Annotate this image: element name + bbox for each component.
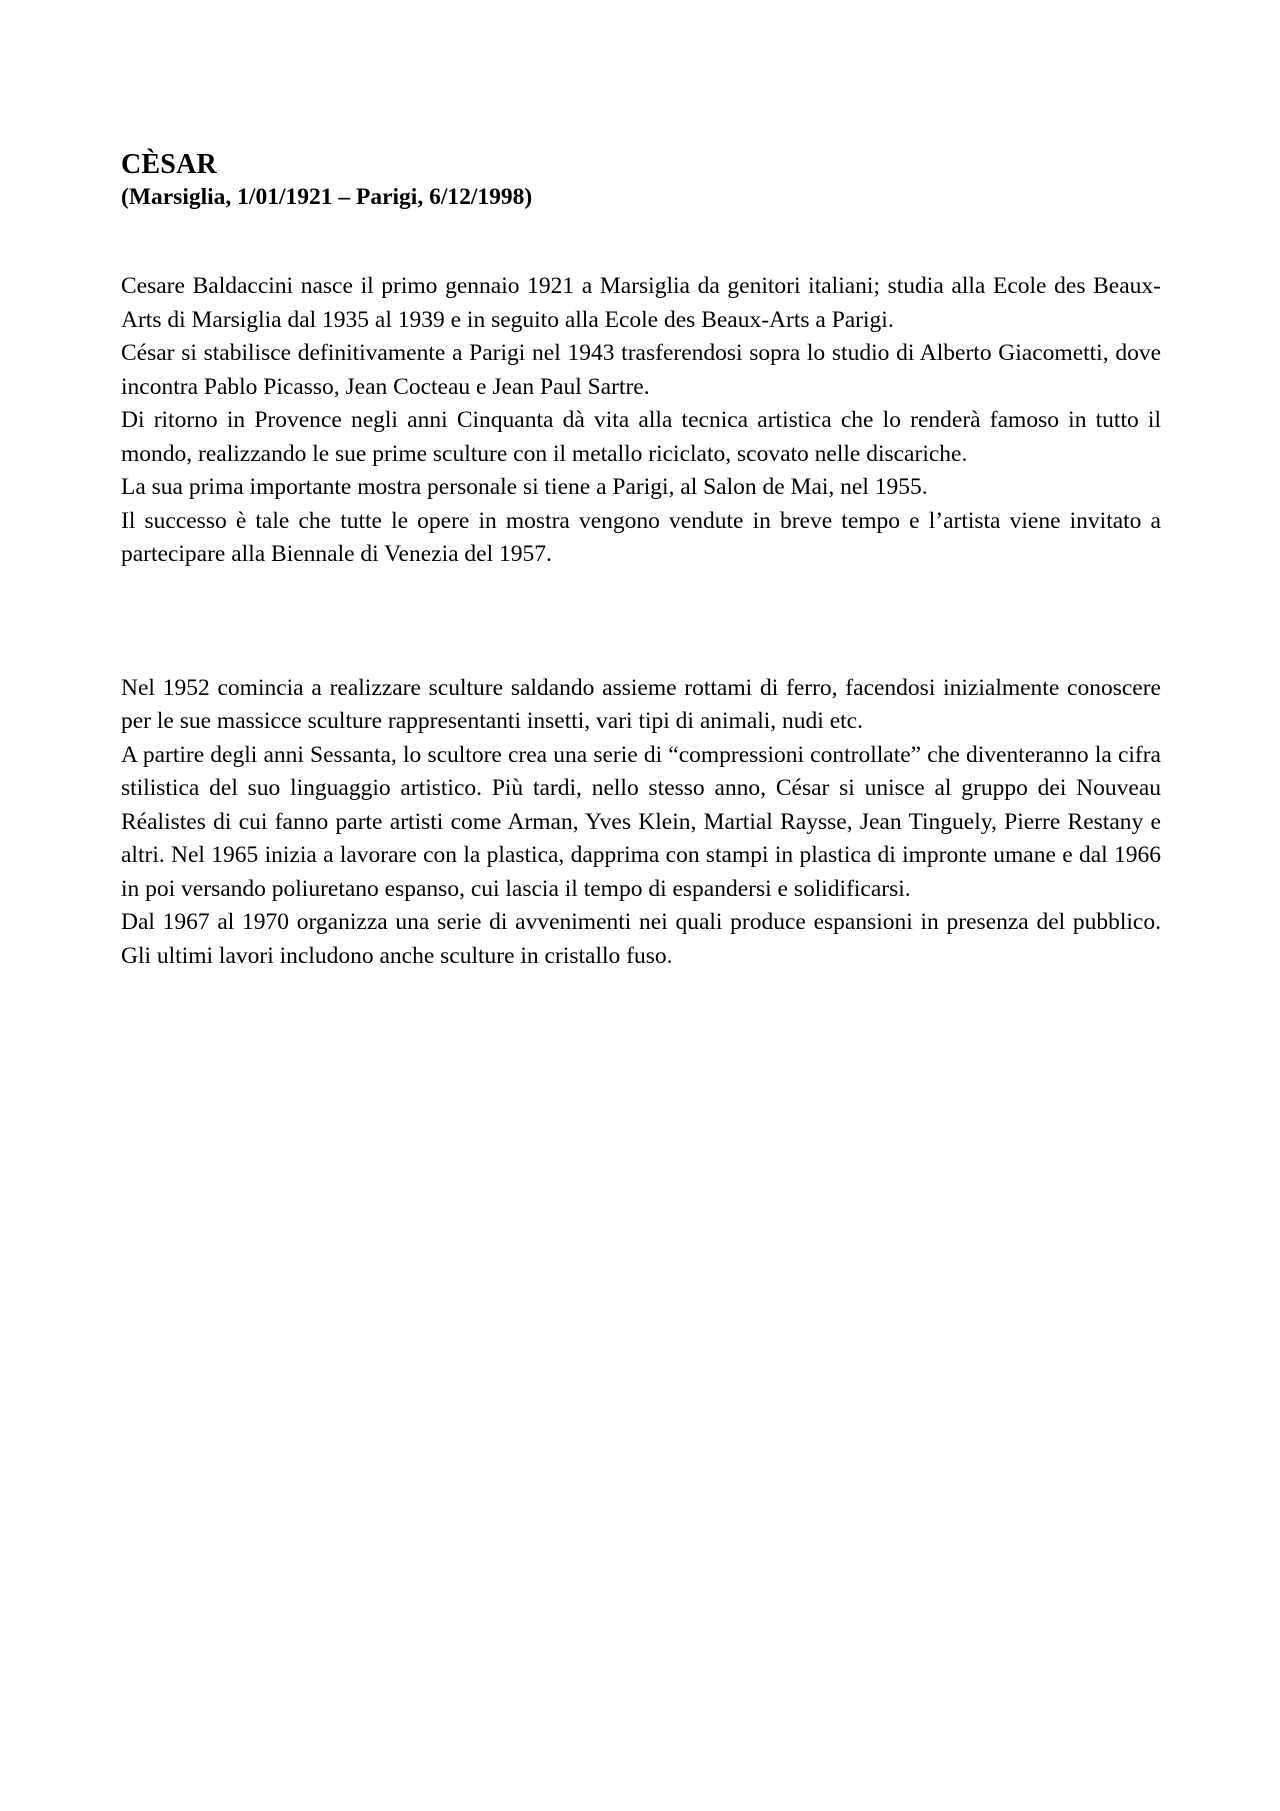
paragraph: Di ritorno in Provence negli anni Cinquanta dà vita alla tecnica artistica che lo renderà famoso in tutto il mondo, realizzando le sue prime sculture con il metallo riciclato, scovato nelle discariche. (121, 407, 1161, 467)
biography-section-1 (121, 270, 1161, 572)
paragraph: Il successo è tale che tutte le opere in mostra vengono vendute in breve tempo e l’artista viene invitato a partecipare alla Biennale di Venezia del 1957. (121, 507, 1161, 567)
paragraph: Dal 1967 al 1970 organizza una serie di avvenimenti nei quali produce espansioni in presenza del pubblico. Gli ultimi lavori includono anche sculture in cristallo fuso. (121, 909, 1161, 969)
page-title: CÈSAR (121, 149, 217, 180)
paragraph: A partire degli anni Sessanta, lo scultore crea una serie di “compressioni controllate” che diventeranno la cifra stilistica del suo linguaggio artistico. Più tardi, nello stesso anno, César si unisce al gruppo dei Nouveau Réalistes di cui fanno parte artisti come Arman, Yves Klein, Martial Raysse, Jean Tinguely, Pierre Restany e altri. Nel 1965 inizia a lavorare con la plastica, dapprima con stampi in plastica di impronte umane e dal 1966 in poi versando poliuretano espanso, cui lascia il tempo di espandersi e solidificarsi. (121, 741, 1161, 902)
document-body (121, 148, 1161, 973)
paragraph: Cesare Baldaccini nasce il primo gennaio 1921 a Marsiglia da genitori italiani; studia alla Ecole des Beaux-Arts di Marsiglia dal 1935 al 1939 e in seguito alla Ecole des Beaux-Arts a Parigi. (121, 273, 1161, 333)
page-subtitle: (Marsiglia, 1/01/1921 – Parigi, 6/12/1998) (121, 184, 533, 210)
paragraph: La sua prima importante mostra personale si tiene a Parigi, al Salon de Mai, nel 1955. (121, 474, 928, 500)
biography-section-2 (121, 672, 1161, 974)
paragraph: Nel 1952 comincia a realizzare sculture saldando assieme rottami di ferro, facendosi inizialmente conoscere per le sue massicce sculture rappresentanti insetti, vari tipi di animali, nudi etc. (121, 674, 1161, 734)
paragraph: César si stabilisce definitivamente a Parigi nel 1943 trasferendosi sopra lo studio di Alberto Giacometti, dove incontra Pablo Picasso, Jean Cocteau e Jean Paul Sartre. (121, 340, 1161, 400)
